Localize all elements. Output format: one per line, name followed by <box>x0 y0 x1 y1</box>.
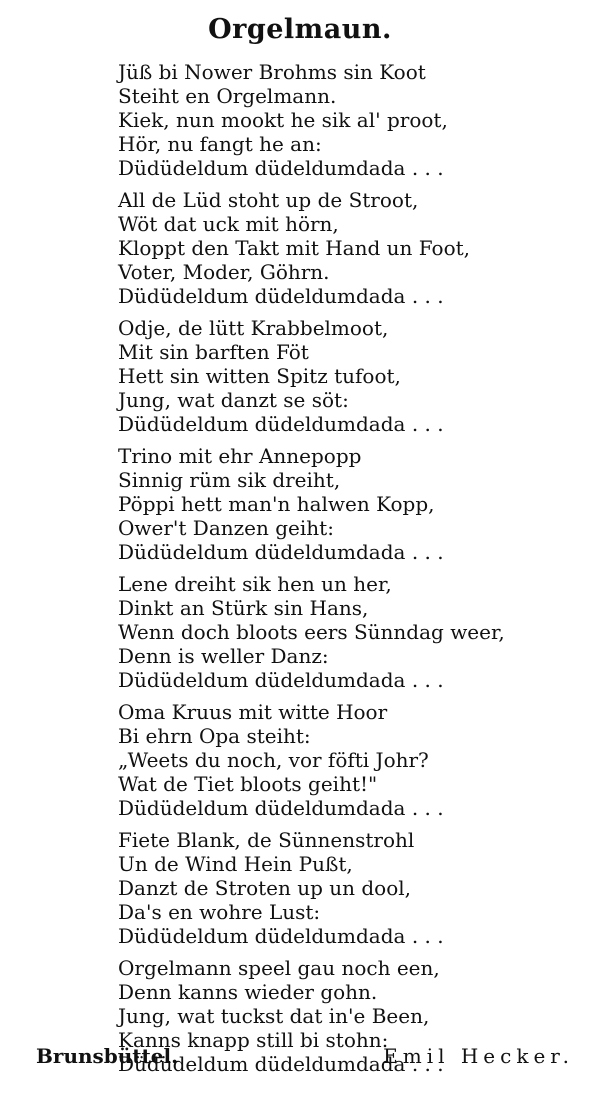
stanza <box>118 188 588 308</box>
poem-line: Sinnig rüm sik dreiht, <box>118 468 341 492</box>
poem-refrain: Düdüdeldum düdeldumdada . . . <box>118 412 444 436</box>
poem-line: Trino mit ehr Annepopp <box>118 444 362 468</box>
poem-refrain: Düdüdeldum düdeldumdada . . . <box>118 668 444 692</box>
poem-refrain: Düdüdeldum düdeldumdada . . . <box>118 284 444 308</box>
poem-line: Voter, Moder, Göhrn. <box>118 260 330 284</box>
poem-line: Wat de Tiet bloots geiht!" <box>118 772 378 796</box>
poem-line: Danzt de Stroten up un dool, <box>118 876 412 900</box>
poem-refrain: Düdüdeldum düdeldumdada . . . <box>118 796 444 820</box>
poem-line: Jung, wat danzt se söt: <box>118 388 349 412</box>
poem-body <box>118 60 588 1076</box>
poem-line: Wöt dat uck mit hörn, <box>118 212 339 236</box>
place-name: Brunsbüttel. <box>36 1044 179 1068</box>
poem-line: Jung, wat tuckst dat in'e Been, <box>118 1004 430 1028</box>
poem-line: Hett sin witten Spitz tufoot, <box>118 364 401 388</box>
poem-line: Kloppt den Takt mit Hand un Foot, <box>118 236 471 260</box>
poem-line: Steiht en Orgelmann. <box>118 84 337 108</box>
stanza <box>118 60 588 180</box>
poem-line: Mit sin barften Föt <box>118 340 309 364</box>
poem-refrain: Düdüdeldum düdeldumdada . . . <box>118 156 444 180</box>
poem-line: Denn kanns wieder gohn. <box>118 980 378 1004</box>
poem-line: Da's en wohre Lust: <box>118 900 321 924</box>
poem-refrain: Düdüdeldum düdeldumdada . . . <box>118 1052 444 1076</box>
poem-line: Jüß bi Nower Brohms sin Koot <box>118 60 426 84</box>
poem-line: Ower't Danzen geiht: <box>118 516 334 540</box>
poem-line: Lene dreiht sik hen un her, <box>118 572 392 596</box>
poem-line: Denn is weller Danz: <box>118 644 329 668</box>
poem-line: Orgelmann speel gau noch een, <box>118 956 440 980</box>
poem-line: Wenn doch bloots eers Sünndag weer, <box>118 620 505 644</box>
stanza <box>118 444 588 564</box>
stanza <box>118 700 588 820</box>
poem-line: Kiek, nun mookt he sik al' proot, <box>118 108 448 132</box>
poem-line: Hör, nu fangt he an: <box>118 132 322 156</box>
poem-line: „Weets du noch, vor föfti Johr? <box>118 748 429 772</box>
poem-refrain: Düdüdeldum düdeldumdada . . . <box>118 540 444 564</box>
poem-line: Oma Kruus mit witte Hoor <box>118 700 388 724</box>
poem-line: Pöppi hett man'n halwen Kopp, <box>118 492 435 516</box>
poem-line: Kanns knapp still bi stohn: <box>118 1028 389 1052</box>
stanza <box>118 572 588 692</box>
poem-refrain: Düdüdeldum düdeldumdada . . . <box>118 924 444 948</box>
stanza <box>118 828 588 948</box>
poem-title: Orgelmaun. <box>208 14 392 45</box>
poem-line: All de Lüd stoht up de Stroot, <box>118 188 419 212</box>
poem-line: Dinkt an Stürk sin Hans, <box>118 596 369 620</box>
poem-line: Un de Wind Hein Pußt, <box>118 852 353 876</box>
stanza <box>118 316 588 436</box>
poem-line: Odje, de lütt Krabbelmoot, <box>118 316 389 340</box>
author-name: Emil Hecker. <box>383 1044 574 1068</box>
poem-line: Bi ehrn Opa steiht: <box>118 724 311 748</box>
poem-line: Fiete Blank, de Sünnenstrohl <box>118 828 415 852</box>
